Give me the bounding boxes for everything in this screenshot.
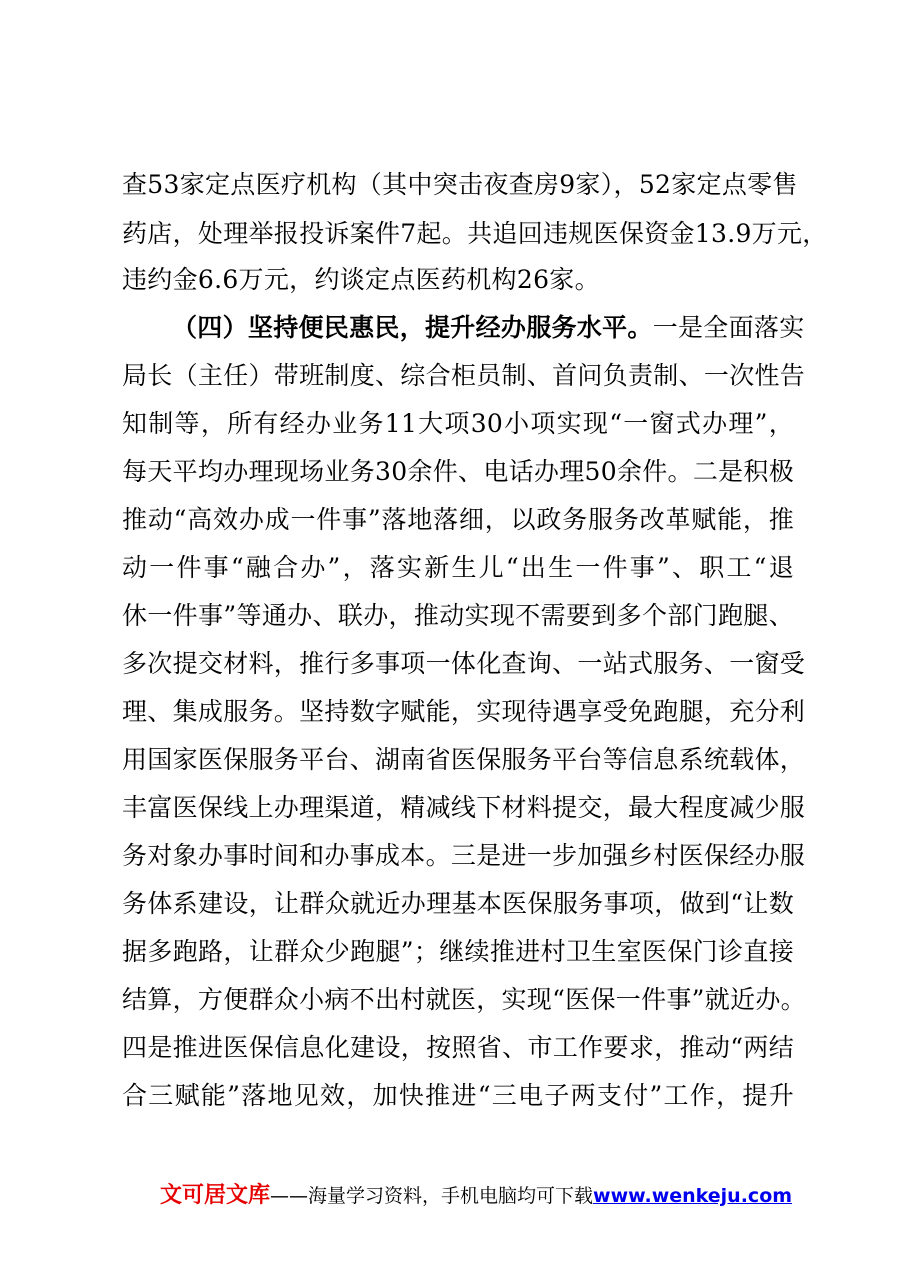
- brand-name: 文可居文库: [160, 1183, 271, 1208]
- text-line: 动一件事“融合办”，落实新生儿“出生一件事”、职工“退: [122, 553, 794, 582]
- text-line: 多次提交材料，推行多事项一体化查询、一站式服务、一窗受: [122, 649, 806, 678]
- text-line: 务体系建设，让群众就近办理基本医保服务事项，做到“让数: [122, 889, 794, 918]
- footer-banner: [160, 1180, 792, 1212]
- text-line: 丰富医保线上办理渠道，精减线下材料提交，最大程度减少服: [122, 793, 806, 822]
- text-line: 用国家医保服务平台、湖南省医保服务平台等信息系统载体，: [122, 745, 806, 774]
- text-line: 合三赋能”落地见效，加快推进“三电子两支付”工作，提升: [122, 1081, 794, 1110]
- text-line: 查53家定点医疗机构（其中突击夜查房9家），52家定点零售: [122, 170, 798, 199]
- text-line: 违约金6.6万元，约谈定点医药机构26家。: [122, 265, 600, 294]
- text-line: 据多跑路，让群众少跑腿”；继续推进村卫生室医保门诊直接: [122, 937, 794, 966]
- text-line: 知制等，所有经办业务11大项30小项实现“一窗式办理”，: [122, 409, 794, 438]
- text-line-fragment: 一是全面落实: [652, 313, 805, 342]
- text-line: 每天平均办理现场业务30余件、电话办理50余件。二是积极: [122, 457, 795, 486]
- section-heading: （四）坚持便民惠民，提升经办服务水平。: [172, 313, 653, 342]
- text-line: 局长（主任）带班制度、综合柜员制、首问负责制、一次性告: [122, 361, 806, 390]
- text-line: 推动“高效办成一件事”落地落细，以政务服务改革赋能，推: [122, 505, 794, 534]
- text-line: 药店，处理举报投诉案件7起。共追回违规医保资金13.9万元，: [122, 219, 828, 248]
- text-line: 结算，方便群众小病不出村就医，实现“医保一件事”就近办。: [122, 985, 806, 1014]
- text-line: 四是推进医保信息化建设，按照省、市工作要求，推动“两结: [122, 1033, 794, 1062]
- footer-slogan: ——海量学习资料，手机电脑均可下载: [270, 1185, 594, 1207]
- text-line: 理、集成服务。坚持数字赋能，实现待遇享受免跑腿，充分利: [122, 697, 806, 726]
- section-heading-line: [172, 310, 805, 346]
- website-link[interactable]: www.wenkeju.com: [593, 1185, 793, 1207]
- text-line: 务对象办事时间和办事成本。三是进一步加强乡村医保经办服: [122, 841, 806, 870]
- text-line: 休一件事”等通办、联办，推动实现不需要到多个部门跑腿、: [122, 601, 794, 630]
